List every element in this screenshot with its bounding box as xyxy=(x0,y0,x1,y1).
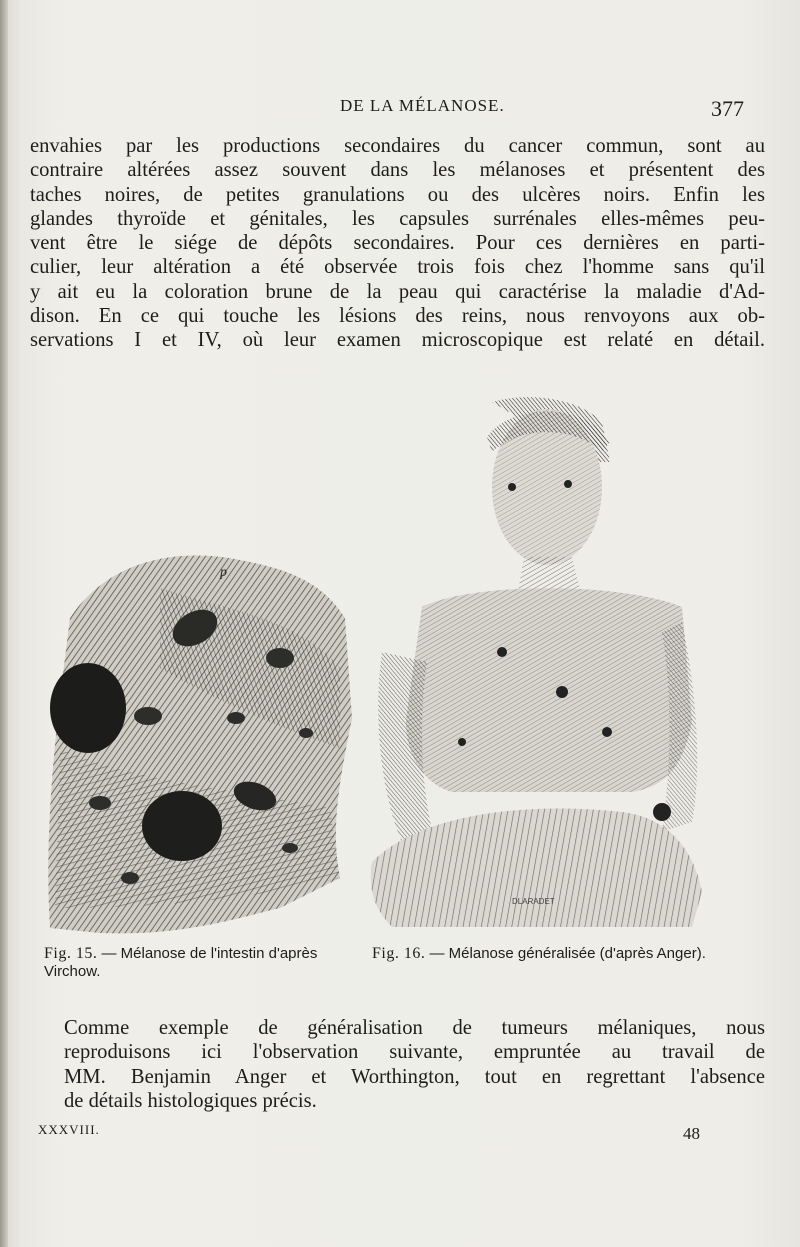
signature-mark: XXXVIII. xyxy=(38,1122,100,1137)
figure-15-caption xyxy=(44,945,344,981)
page-header xyxy=(40,96,760,126)
text-line: reproduisons ici l'observation suivante, empruntée au travail de xyxy=(64,1041,765,1064)
page-gutter-shadow xyxy=(0,0,8,1247)
figure-15-number: Fig. 15. xyxy=(44,945,98,962)
text-line: servations I et IV, où leur examen microscopique est relaté en détail. xyxy=(30,329,765,352)
text-line: Comme exemple de généralisation de tumeurs mélaniques, nous xyxy=(64,1017,765,1039)
figure-16-generalized-melanosis-engraving xyxy=(362,392,707,944)
text-line: taches noires, de petites granulations ou des ulcères noirs. Enfin les xyxy=(30,183,765,206)
text-line: de détails histologiques précis. xyxy=(64,1089,317,1112)
figure-15-caption-text: — Mélanose de l'intestin d'après Virchow. xyxy=(44,945,318,980)
paragraph-2 xyxy=(30,1016,765,1113)
page-number: 377 xyxy=(711,96,744,121)
text-line: envahies par les productions secondaires du cancer commun, sont au xyxy=(30,135,765,157)
text-line: dison. En ce qui touche les lésions des reins, nous renvoyons aux ob- xyxy=(30,305,765,328)
figure-15-letter-p: p xyxy=(220,565,227,580)
figure-16-number: Fig. 16. xyxy=(372,945,426,962)
text-line: vent être le siége de dépôts secondaires. Pour ces dernières en parti- xyxy=(30,232,765,255)
running-title: DE LA MÉLANOSE. xyxy=(340,96,505,115)
figure-16-caption xyxy=(372,945,792,963)
figure-15-intestine-engraving xyxy=(40,548,355,940)
text-line: glandes thyroïde et génitales, les capsules surrénales elles-mêmes peu- xyxy=(30,207,765,230)
text-line: contraire altérées assez souvent dans les mélanoses et présentent des xyxy=(30,159,765,182)
text-line: culier, leur altération a été observée trois fois chez l'homme sans qu'il xyxy=(30,256,765,279)
paragraph-1 xyxy=(30,134,765,353)
engraver-signature: DLARADET xyxy=(512,897,555,906)
figure-16-caption-text: — Mélanose généralisée (d'après Anger). xyxy=(429,945,706,962)
text-line: y ait eu la coloration brune de la peau qui caractérise la maladie d'Ad- xyxy=(30,280,765,303)
text-line: MM. Benjamin Anger et Worthington, tout en regrettant l'absence xyxy=(64,1065,765,1088)
gathering-number: 48 xyxy=(683,1124,700,1143)
